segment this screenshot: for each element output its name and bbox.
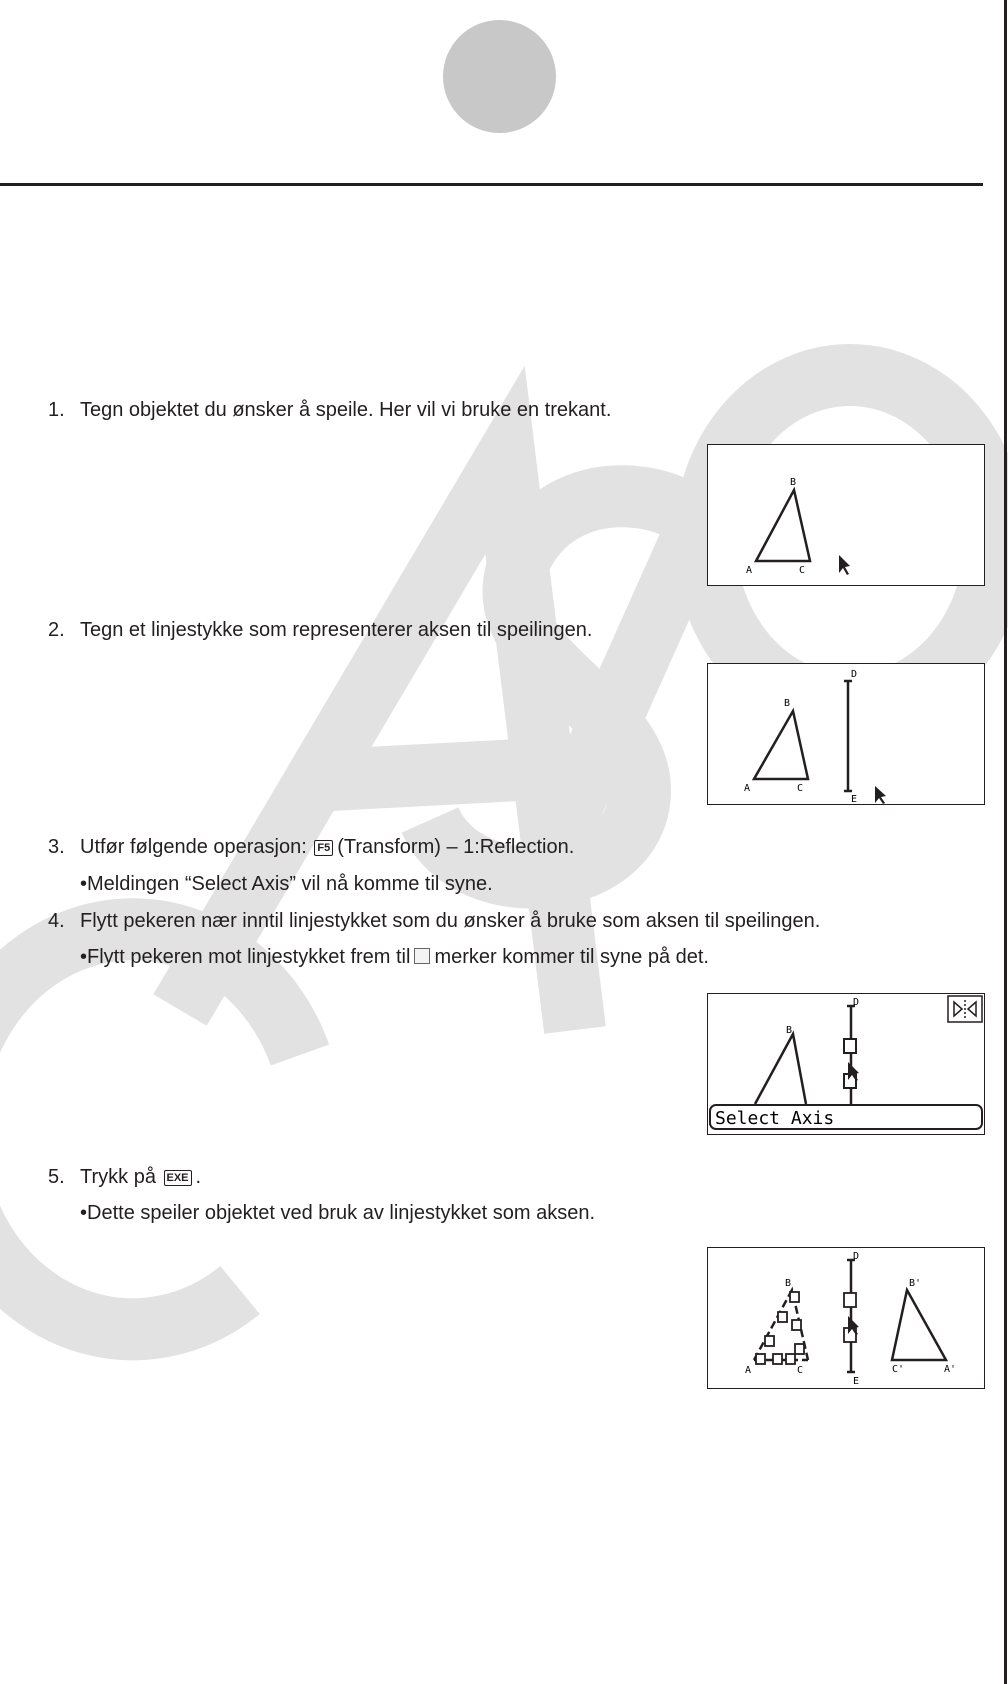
label-e: E [853,1376,860,1387]
label-c: C [797,783,804,794]
bullet-text: merker kommer til syne på det. [434,946,709,968]
key-exe: EXE [164,1170,192,1186]
label-b: B [790,477,797,488]
step-number: 5. [48,1166,65,1188]
label-c-prime: C' [892,1364,905,1375]
bullet-text: Meldingen “Select Axis” vil nå komme til syne. [87,873,493,895]
step-text: . [195,1166,202,1188]
step-number: 4. [48,910,65,932]
label-c: C [799,565,806,576]
label-a: A [744,783,751,794]
step-5-bullet: •Dette speiler objektet ved bruk av linjestykket som aksen. [80,1202,596,1224]
header-chapter-circle [443,20,556,133]
step-text: (Transform) – 1:Reflection. [337,836,575,858]
step-number: 2. [48,619,65,641]
label-a: A [746,565,753,576]
pointer-icon [875,786,886,804]
bullet-text: Flytt pekeren mot linjestykket frem til [87,946,411,968]
step-3-bullet: •Meldingen “Select Axis” vil nå komme til syne. [80,873,493,895]
label-c: C [797,1365,804,1376]
calculator-screen-1 [707,444,985,586]
header-rule [0,183,983,186]
calculator-screen-4 [707,1247,985,1389]
step-text: Flytt pekeren nær inntil linjestykket som du ønsker å bruke som aksen til speilingen. [80,910,821,932]
label-a-prime: A' [944,1364,957,1375]
page-edge-rule [1004,0,1007,1684]
step-4-bullet: •Flytt pekeren mot linjestykket frem til merker kommer til syne på det. [80,946,709,968]
label-d: D [853,1251,860,1262]
label-a: A [745,1365,752,1376]
step-number: 3. [48,836,65,858]
label-b-prime: B' [909,1278,922,1289]
label-b: B [786,1025,793,1036]
step-text: Tegn et linjestykke som representerer aksen til speilingen. [80,619,593,641]
step-number: 1. [48,399,65,421]
step-text: Trykk på [80,1166,156,1188]
label-e: E [851,794,858,804]
label-d: D [851,669,858,680]
label-b: B [784,698,791,709]
key-f5: F5 [314,840,333,856]
reflection-icon [948,996,982,1022]
bullet-text: Dette speiler objektet ved bruk av linjestykket som aksen. [87,1202,596,1224]
calculator-screen-2 [707,663,985,805]
status-message: Select Axis [715,1108,835,1129]
step-text: Tegn objektet du ønsker å speile. Her vil vi bruke en trekant. [80,399,612,421]
step-text: Utfør følgende operasjon: [80,836,307,858]
calculator-screen-3 [707,993,985,1135]
square-marker-icon [414,948,430,964]
label-b: B [785,1278,792,1289]
label-d: D [853,997,860,1008]
pointer-icon [839,555,850,575]
